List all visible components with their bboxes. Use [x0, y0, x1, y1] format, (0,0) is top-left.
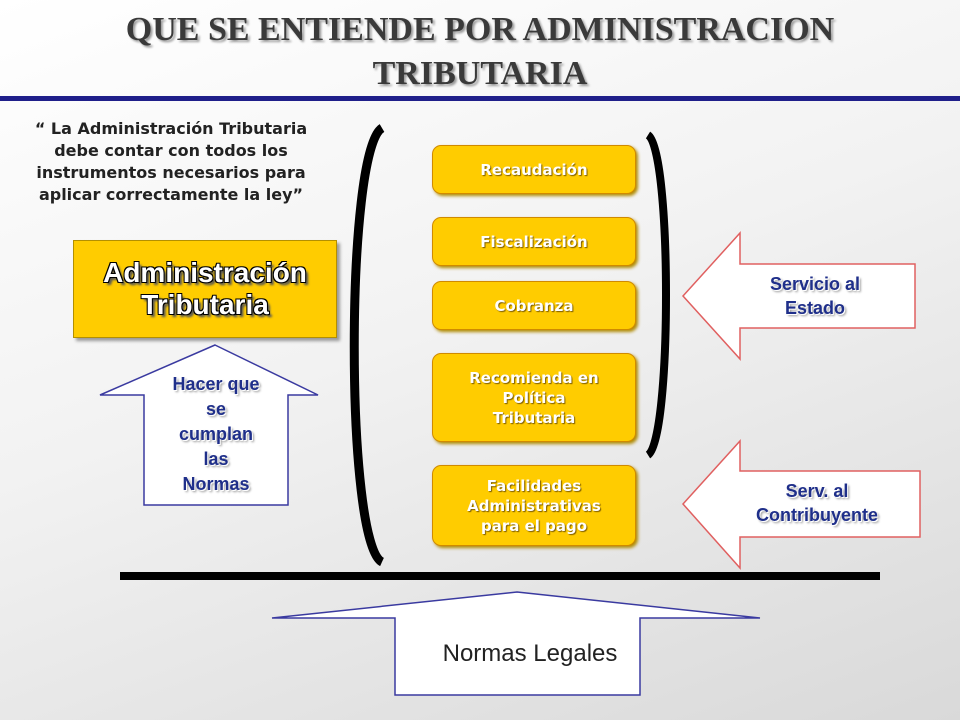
function-recaudacion-label: Recaudación	[480, 160, 588, 179]
function-cobranza-label: Cobranza	[494, 296, 574, 315]
quote-line-1: “ La Administración Tributaria	[34, 119, 308, 138]
function-facilidades-line-2: Administrativas	[467, 496, 601, 515]
admin-line-2: Tributaria	[141, 289, 269, 320]
servicio-estado-text	[720, 272, 910, 320]
function-facilidades-pago	[432, 465, 636, 546]
serv-contribuyente-line-2: Contribuyente	[755, 505, 878, 525]
function-cobranza	[432, 281, 636, 330]
up-arrow-line-1: Hacer que	[172, 374, 260, 394]
servicio-estado-line-1: Servicio al	[769, 274, 861, 294]
admin-line-1: Administración	[103, 257, 307, 288]
right-bracket	[648, 135, 666, 455]
servicio-estado-line-2: Estado	[784, 298, 845, 318]
title-line-1: QUE SE ENTIENDE POR ADMINISTRACION	[125, 11, 835, 48]
up-arrow-line-2: se	[205, 399, 227, 419]
quote-line-2: debe contar con todos los	[54, 141, 288, 160]
function-recaudacion	[432, 145, 636, 194]
function-recomienda-line-1: Recomienda en	[469, 368, 599, 387]
left-bracket	[354, 128, 382, 562]
up-arrow-line-4: las	[203, 449, 229, 469]
function-recomienda-line-2: Política	[502, 388, 566, 407]
function-recomienda-line-3: Tributaria	[492, 408, 576, 427]
serv-contribuyente-text	[722, 479, 912, 527]
quote-line-3: instrumentos necesarios para	[36, 163, 306, 182]
normas-legales-label: Normas Legales	[442, 640, 618, 667]
base-line	[120, 572, 880, 580]
function-recomienda-politica	[432, 353, 636, 442]
function-fiscalizacion-label: Fiscalización	[480, 232, 588, 251]
title-line-2: TRIBUTARIA	[372, 55, 588, 92]
up-arrow-line-3: cumplan	[178, 424, 253, 444]
up-arrow-line-5: Normas	[182, 474, 250, 494]
function-fiscalizacion	[432, 217, 636, 266]
function-facilidades-line-1: Facilidades	[486, 476, 582, 495]
serv-contribuyente-line-1: Serv. al	[785, 481, 849, 501]
function-facilidades-line-3: para el pago	[480, 516, 588, 535]
up-arrow-text	[144, 372, 288, 497]
quote-line-4: aplicar correctamente la ley”	[38, 185, 304, 204]
